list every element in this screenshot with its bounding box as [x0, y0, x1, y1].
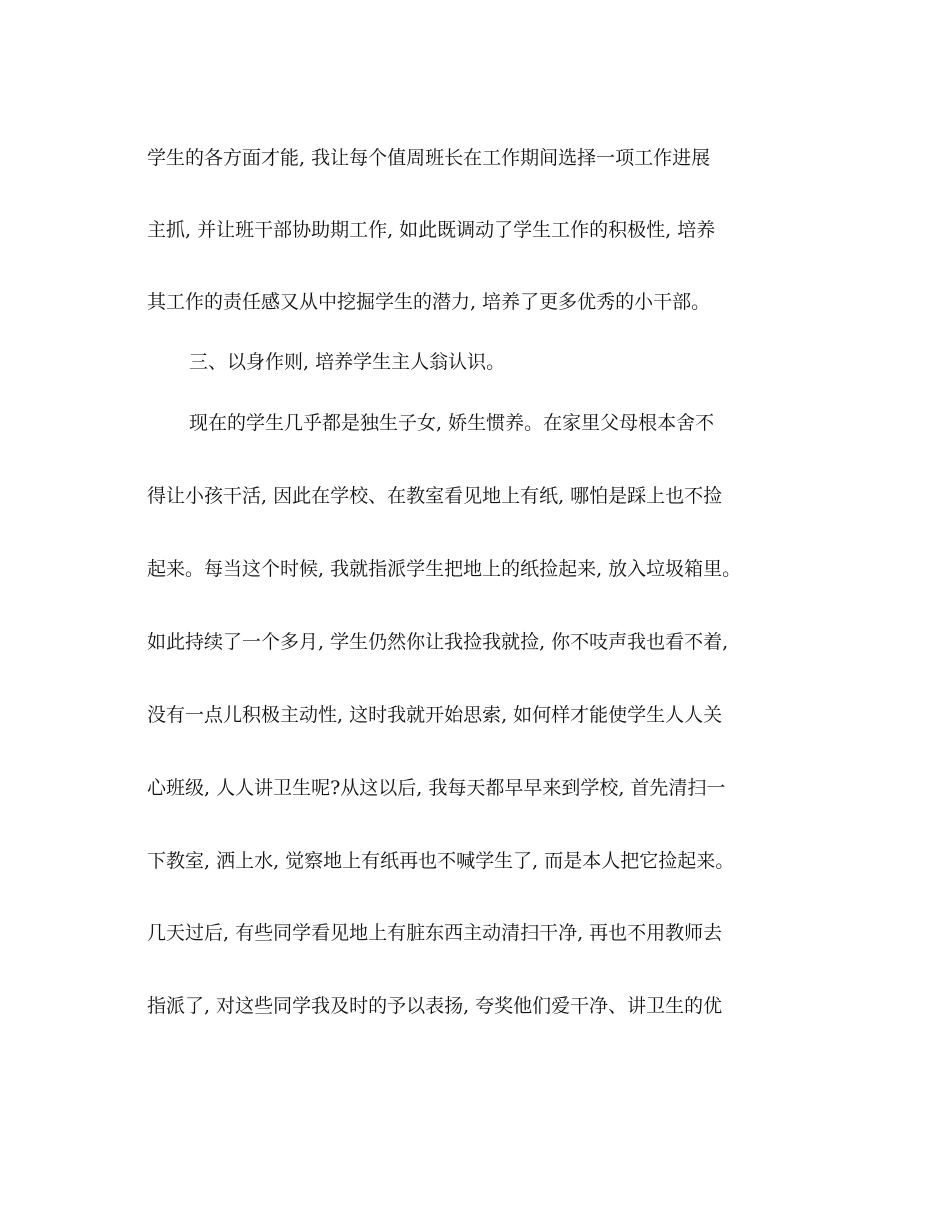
text-line: 如此持续了一个多月, 学生仍然你让我捡我就捡, 你不吱声我也看不着,: [147, 631, 729, 653]
text-line: 下教室, 洒上水, 觉察地上有纸再也不喊学生了, 而是本人把它捡起来。: [147, 850, 735, 872]
section-heading: 三、以身作则, 培养学生主人翁认识。: [189, 351, 506, 373]
text-line: 起来。每当这个时候, 我就指派学生把地上的纸捡起来, 放入垃圾箱里。: [147, 558, 742, 580]
text-line: 学生的各方面才能, 我让每个值周班长在工作期间选择一项工作进展: [147, 147, 711, 169]
text-line: 其工作的责任感又从中挖掘学生的潜力, 培养了更多优秀的小干部。: [147, 291, 711, 313]
text-line: 指派了, 对这些同学我及时的予以表扬, 夸奖他们爱干净、讲卫生的优: [147, 995, 723, 1017]
text-line: 没有一点儿积极主动性, 这时我就开始思索, 如何样才能使学生人人关: [147, 704, 723, 726]
text-line: 主抓, 并让班干部协助期工作, 如此既调动了学生工作的积极性, 培养: [147, 219, 716, 241]
text-line: 心班级, 人人讲卫生呢?从这以后, 我每天都早早来到学校, 首先清扫一: [147, 777, 726, 799]
text-line: 几天过后, 有些同学看见地上有脏东西主动清扫干净, 再也不用教师去: [147, 922, 723, 944]
text-line: 得让小孩干活, 因此在学校、在教室看见地上有纸, 哪怕是踩上也不捡: [147, 485, 723, 507]
text-line: 现在的学生几乎都是独生子女, 娇生惯养。在家里父母根本舍不: [189, 412, 715, 434]
